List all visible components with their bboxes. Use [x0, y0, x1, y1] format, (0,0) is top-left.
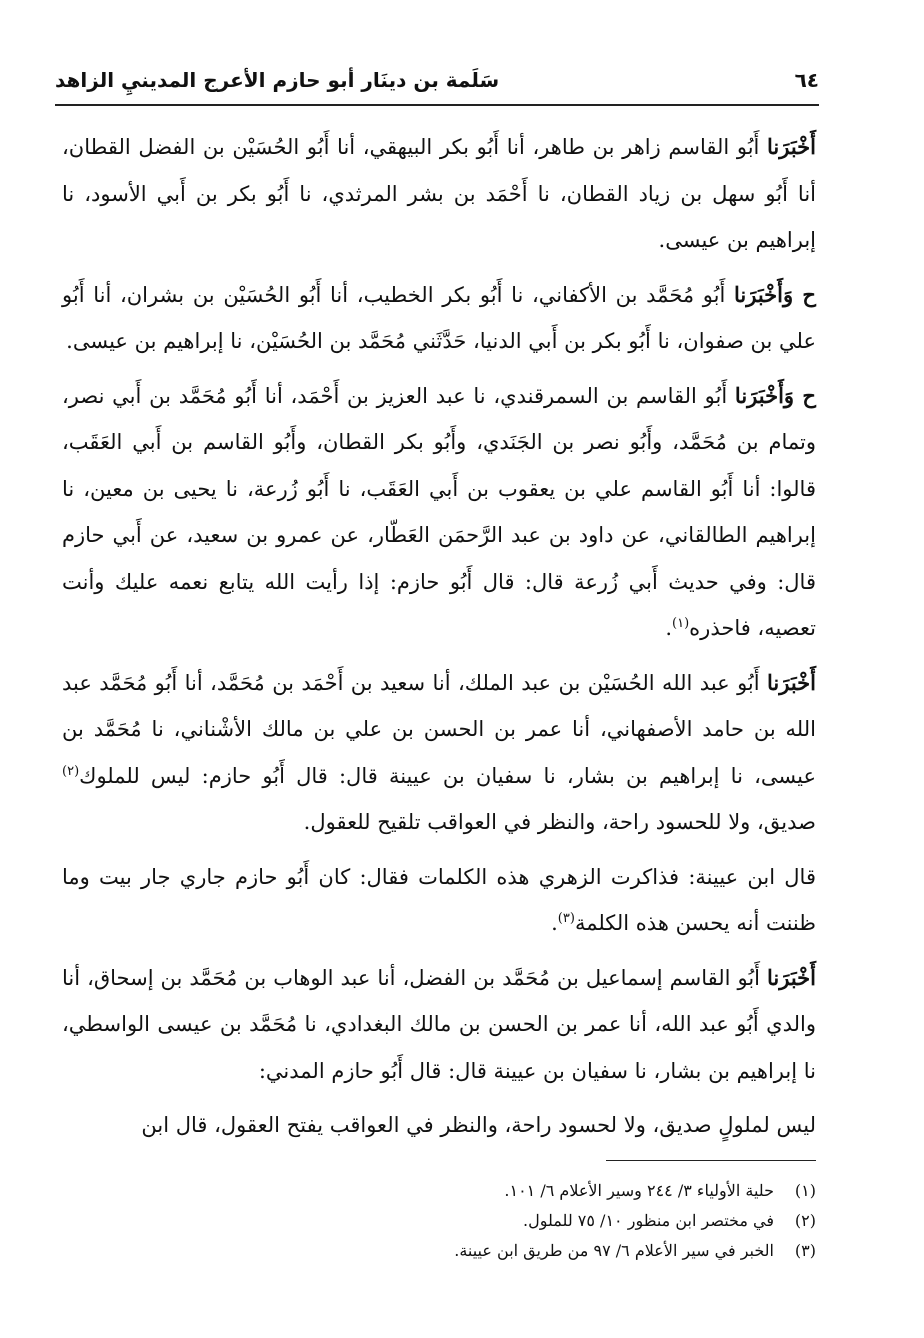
footnote-number: (١): [794, 1181, 816, 1200]
paragraph-tail: .: [551, 911, 558, 935]
footnote: [62, 1206, 816, 1236]
paragraph: [62, 955, 816, 1095]
paragraph-text: أَبُو القاسم بن السمرقندي، نا عبد العزيز بن أَحْمَد، أنا أَبُو مُحَمَّد بن أَبي نصر، وتمام بن مُحَمَّد، وأَبُو نصر بن الجَنَدي، وأَبُو بكر القطان، وأَبُو القاسم بن أَبي العَقَب، قالوا: أنا أَبُو القاسم علي بن يعقوب بن أَبي العَقَب، نا أَبُو زُرعة، نا يحيى بن معين، نا إبراهيم الطالقاني، عن داود بن عبد الرَّحمَن العَطّار، عن عمرو بن سعيد، عن أَبي حازم قال: وفي حديث أَبي زُرعة قال: قال أَبُو حازم: إذا رأيت الله يتابع نعمه عليك وأنت تعصيه، فاحذره: [62, 383, 816, 640]
body-text: [62, 124, 816, 1157]
footnote-ref: (١): [672, 616, 690, 631]
paragraph-tail: صديق، ولا للحسود راحة، والنظر في العواقب تلقيح للعقول.: [303, 810, 816, 834]
paragraph-lead: أَخْبَرَنا: [767, 134, 816, 159]
paragraph-lead: أَخْبَرَنا: [767, 669, 816, 695]
footnote-text: الخبر في سير الأعلام ٦/ ٩٧ من طريق ابن عيينة.: [454, 1241, 774, 1260]
page-header: [55, 60, 819, 100]
paragraph: [62, 373, 816, 652]
paragraph-text: أَبُو القاسم زاهر بن طاهر، أنا أَبُو بكر البيهقي، أنا أَبُو الحُسَيْن بن الفضل القطان، أنا أَبُو سهل بن زياد القطان، نا أَحْمَد بن بشر المرثدي، نا أَبُو بكر بن أَبي الأسود، نا إبراهيم بن عيسى.: [62, 135, 816, 252]
footnote-ref: (٢): [62, 763, 80, 779]
running-title: سَلَمة بن دينَار أبو حازم الأعرج المدينيِ الزاهد: [55, 68, 500, 92]
paragraph-lead: ح وَأَخْبَرَنا: [734, 382, 816, 408]
paragraph-text: قال ابن عيينة: فذاكرت الزهري هذه الكلمات فقال: كان أَبُو حازم جاري جار بيت وما ظننت أنه يحسن هذه الكلمة: [62, 864, 816, 935]
paragraph: [62, 854, 816, 947]
footnote-number: (٢): [794, 1211, 816, 1230]
paragraph-text: أَبُو القاسم إسماعيل بن مُحَمَّد بن الفضل، أنا عبد الوهاب بن مُحَمَّد بن إسحاق، أنا والدي أَبُو عبد الله، أنا عمر بن الحسن بن مالك البغدادي، نا مُحَمَّد بن عيسى الواسطي، نا إبراهيم بن بشار، نا سفيان بن عيينة قال: قال أَبُو حازم المدني:: [62, 965, 816, 1083]
page-number: ٦٤: [794, 68, 819, 92]
paragraph: [62, 124, 816, 264]
footnote-rule: [606, 1160, 816, 1161]
footnote-ref: (٣): [557, 911, 575, 926]
paragraph: [62, 1102, 816, 1149]
paragraph-tail: .: [665, 616, 673, 640]
footnote-text: في مختصر ابن منظور ١٠/ ٧٥ للملول.: [523, 1211, 774, 1230]
paragraph-text: أَبُو عبد الله الحُسَيْن بن عبد الملك، أنا سعيد بن أَحْمَد بن مُحَمَّد، أنا أَبُو مُحَمَّد عبد الله بن حامد الأصفهاني، أنا عمر بن الحسن بن علي بن مالك الأشْناني، نا مُحَمَّد بن عيسى، نا إبراهيم بن بشار، نا سفيان بن عيينة قال: قال أَبُو حازم: ليس للملوك: [62, 670, 816, 788]
paragraph: [62, 660, 816, 846]
paragraph-text: أَبُو مُحَمَّد بن الأكفاني، نا أَبُو بكر الخطيب، أنا أَبُو الحُسَيْن بن بشران، أنا أَبُو علي بن صفوان، نا أَبُو بكر بن أَبي الدنيا، حَدَّثَني مُحَمَّد بن الحُسَيْن، نا إبراهيم بن عيسى.: [62, 282, 816, 353]
paragraph-lead: ح وَأَخْبَرَنا: [734, 281, 816, 307]
paragraph-lead: أَخْبَرَنا: [767, 964, 816, 990]
paragraph-text: ليس لملولٍ صديق، ولا لحسود راحة، والنظر في العواقب يفتح العقول، قال ابن: [141, 1113, 816, 1137]
footnote: [62, 1176, 816, 1206]
header-rule: [55, 104, 819, 106]
footnote-text: حلية الأولياء ٣/ ٢٤٤ وسير الأعلام ٦/ ١٠١.: [504, 1181, 774, 1200]
footnotes: [62, 1176, 816, 1266]
footnote-number: (٣): [794, 1241, 816, 1260]
paragraph: [62, 272, 816, 365]
footnote: [62, 1236, 816, 1266]
